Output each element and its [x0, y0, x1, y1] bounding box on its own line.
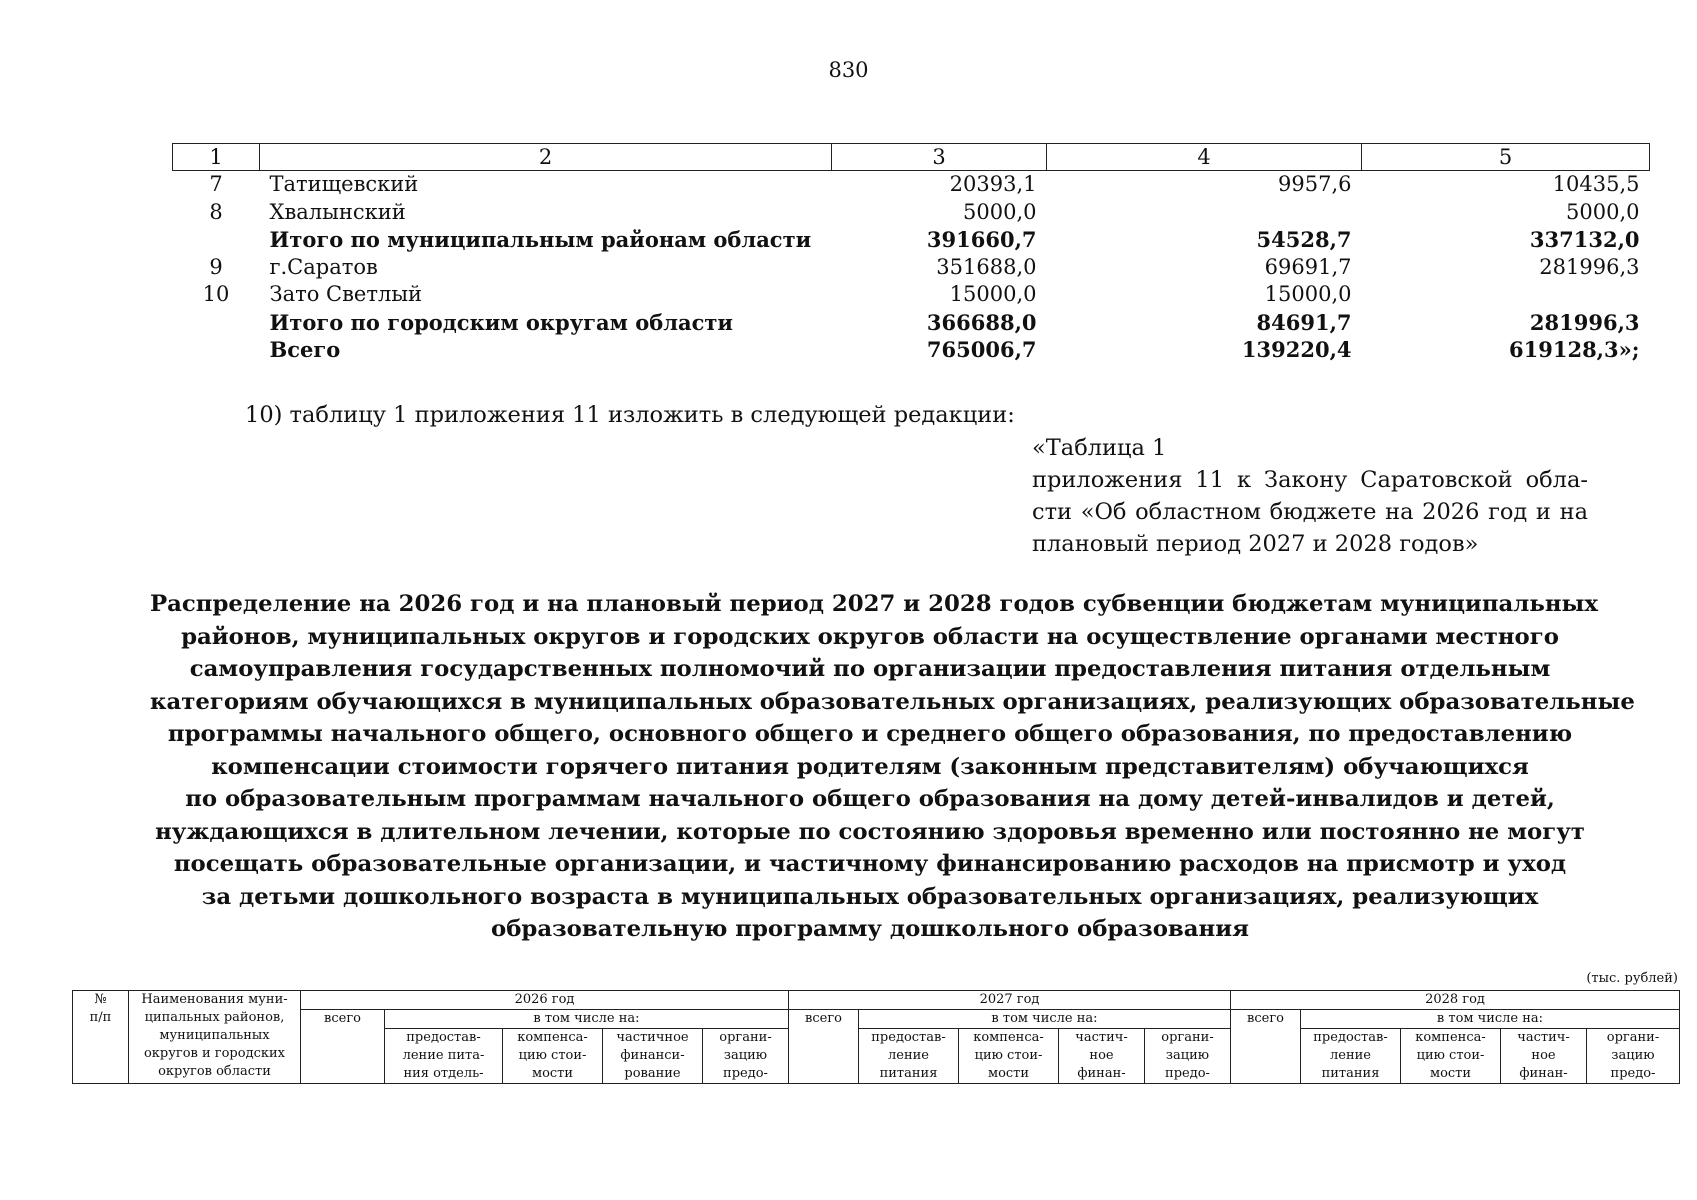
- subheader-2027-col-4: [1145, 1029, 1231, 1084]
- total-2028-header: всего: [1231, 1010, 1301, 1084]
- value-col-3-cell: 391660,7: [926, 227, 1037, 252]
- header-col-2: 2: [260, 144, 832, 171]
- subheader-line: органи-: [1606, 1030, 1660, 1045]
- title-line: образовательную программу дошкольного образования: [491, 916, 1249, 942]
- row-number-cell: [173, 226, 260, 254]
- including-2028-header: в том числе на:: [1301, 1010, 1680, 1029]
- value-col-4-cell: 9957,6: [1278, 172, 1352, 196]
- value-col-5-cell: [1362, 281, 1650, 309]
- annex-caption-line: плановый период 2027 и 2028 годов»: [1032, 531, 1479, 557]
- subheader-line: частич-: [1517, 1030, 1570, 1045]
- subheader-line: финанси-: [620, 1048, 685, 1063]
- header-col-4: 4: [1047, 144, 1362, 171]
- value-col-3-cell: 5000,0: [963, 199, 1037, 224]
- col-name-line: ципальных районов,: [144, 1010, 285, 1025]
- value-col-5-cell: 281996,3: [1539, 254, 1640, 279]
- col-name-line: округов и городских: [143, 1046, 285, 1061]
- value-col-4-cell: 84691,7: [1256, 309, 1352, 335]
- value-col-4-cell: 54528,7: [1256, 227, 1352, 252]
- table-row: [173, 309, 1650, 337]
- row-number-cell: 8: [209, 199, 223, 224]
- subheader-2026-col-2: [503, 1029, 603, 1084]
- annex-caption-line: приложения 11 к Закону Саратовской обла-: [1032, 467, 1588, 493]
- subheader-line: предо-: [1165, 1066, 1210, 1081]
- year-2026-header: 2026 год: [301, 991, 789, 1010]
- title-line: районов, муниципальных округов и городских округов области на осуществление органами местного: [181, 623, 1559, 650]
- col-name-line: округов области: [158, 1064, 271, 1079]
- subheader-2028-col-1: [1301, 1029, 1401, 1084]
- header-col-1: 1: [173, 144, 260, 171]
- subheader-line: ное: [1089, 1048, 1114, 1063]
- value-col-5-cell: 281996,3: [1529, 309, 1640, 335]
- year-2028-header: 2028 год: [1231, 991, 1680, 1010]
- table-row: [173, 171, 1650, 199]
- row-name-cell: Итого по муниципальным районам области: [269, 227, 812, 252]
- subheader-line: ния отдель-: [403, 1066, 484, 1081]
- subheader-line: частичное: [616, 1030, 689, 1045]
- subheader-line: ление пита-: [402, 1048, 485, 1063]
- subheader-2026-col-3: [603, 1029, 703, 1084]
- annex-caption-line: сти «Об областном бюджете на 2026 год и на: [1032, 499, 1588, 525]
- value-col-4-cell: 69691,7: [1264, 254, 1352, 279]
- row-name-cell: Итого по городским округам области: [269, 309, 734, 335]
- title-line: за детьми дошкольного возраста в муниципальных образовательных организациях, реализующих: [201, 883, 1539, 910]
- subheader-line: мости: [1429, 1066, 1472, 1081]
- subheader-2028-col-2: [1401, 1029, 1501, 1084]
- subheader-line: ление: [888, 1048, 929, 1063]
- table-header-row: [173, 144, 1650, 171]
- total-2026-header: всего: [301, 1010, 385, 1084]
- row-name-cell: Татищевский: [269, 172, 419, 196]
- value-col-5-cell: 619128,3»;: [1509, 337, 1640, 362]
- subheader-2027-col-1: [859, 1029, 959, 1084]
- subheader-line: цию стои-: [1416, 1048, 1485, 1063]
- table-row: [173, 254, 1650, 282]
- col-number-line: №: [94, 992, 107, 1007]
- subheader-line: предостав-: [871, 1030, 946, 1045]
- title-line: категориям обучающихся в муниципальных образовательных организациях, реализующих образовательные: [150, 688, 1635, 715]
- value-col-3-cell: 765006,7: [926, 337, 1037, 362]
- value-col-5-cell: 10435,5: [1552, 172, 1640, 196]
- subheader-line: органи-: [719, 1030, 772, 1045]
- subheader-2027-col-2: [959, 1029, 1059, 1084]
- instruction-text: 10) таблицу 1 приложения 11 изложить в следующей редакции:: [245, 402, 1015, 428]
- value-col-5-cell: 337132,0: [1529, 227, 1640, 252]
- title-line: нуждающихся в длительном лечении, которые по состоянию здоровья временно или постоянно не могут: [155, 818, 1585, 845]
- subheader-line: зацию: [1165, 1048, 1210, 1063]
- col-name-header: [129, 991, 301, 1084]
- subheader-2026-col-4: [703, 1029, 789, 1084]
- row-number-cell: 7: [209, 172, 223, 196]
- row-name-cell: Хвалынский: [269, 199, 406, 224]
- subvention-table-header: [72, 990, 1680, 1084]
- subheader-2028-col-3: [1501, 1029, 1587, 1084]
- value-col-4-cell: [1047, 199, 1362, 227]
- subheader-2027-col-3: [1059, 1029, 1145, 1084]
- subheader-line: цию стои-: [974, 1048, 1043, 1063]
- header-col-3: 3: [832, 144, 1047, 171]
- header-col-5: 5: [1362, 144, 1650, 171]
- table-row: [173, 199, 1650, 227]
- table-row: [173, 336, 1650, 364]
- subheader-line: зацию: [723, 1048, 768, 1063]
- subheader-line: мости: [987, 1066, 1030, 1081]
- row-name-cell: Всего: [269, 337, 341, 362]
- subheader-line: органи-: [1161, 1030, 1214, 1045]
- col-number-header: [73, 991, 129, 1084]
- value-col-4-cell: 139220,4: [1241, 337, 1352, 362]
- row-number-cell: [173, 309, 260, 337]
- continuation-table: [172, 143, 1650, 364]
- title-line: самоуправления государственных полномочий по организации предоставления питания отдельным: [189, 656, 1551, 682]
- row-number-cell: [173, 336, 260, 364]
- subheader-line: предостав-: [406, 1030, 481, 1045]
- subheader-line: компенса-: [973, 1030, 1044, 1045]
- value-col-4-cell: 15000,0: [1264, 282, 1352, 306]
- table-row: [173, 281, 1650, 309]
- row-number-cell: 9: [209, 254, 223, 279]
- document-title: [150, 588, 1635, 946]
- subheader-line: зацию: [1611, 1048, 1655, 1063]
- units-label: (тыс. рублей): [1586, 971, 1678, 986]
- total-2027-header: всего: [789, 1010, 859, 1084]
- title-line: программы начального общего, основного общего и среднего общего образования, по предоставлению: [167, 721, 1573, 747]
- subheader-line: финан-: [1519, 1066, 1568, 1081]
- subheader-line: ление: [1330, 1048, 1371, 1063]
- row-number-cell: 10: [202, 282, 230, 306]
- subheader-2028-col-4: [1587, 1029, 1680, 1084]
- col-number-line: п/п: [89, 1010, 112, 1025]
- subheader-line: питания: [1321, 1066, 1380, 1081]
- including-2027-header: в том числе на:: [859, 1010, 1231, 1029]
- subheader-line: питания: [879, 1066, 938, 1081]
- subheader-line: компенса-: [1415, 1030, 1486, 1045]
- subheader-line: предостав-: [1313, 1030, 1388, 1045]
- subheader-line: цию стои-: [518, 1048, 587, 1063]
- row-name-cell: Зато Светлый: [269, 282, 423, 306]
- title-line: посещать образовательные организации, и частичному финансированию расходов на присмотр и уход: [173, 851, 1567, 877]
- subheader-line: ное: [1531, 1048, 1556, 1063]
- subheader-line: предо-: [723, 1066, 768, 1081]
- value-col-5-cell: 5000,0: [1566, 199, 1640, 224]
- subheader-line: рование: [624, 1066, 681, 1081]
- subheader-line: предо-: [1610, 1066, 1656, 1081]
- subheader-line: частич-: [1075, 1030, 1128, 1045]
- including-2026-header: в том числе на:: [385, 1010, 789, 1029]
- value-col-3-cell: 20393,1: [949, 172, 1037, 196]
- annex-caption-line: «Таблица 1: [1032, 435, 1167, 461]
- title-line: по образовательным программам начального общего образования на дому детей-инвалидов и детей,: [185, 786, 1555, 812]
- page-number: 830: [828, 58, 869, 82]
- row-name-cell: г.Саратов: [269, 254, 378, 279]
- title-line: компенсации стоимости горячего питания родителям (законным представителям) обучающихся: [211, 753, 1529, 780]
- annex-caption: [1032, 432, 1588, 560]
- value-col-3-cell: 351688,0: [936, 254, 1037, 279]
- value-col-3-cell: 366688,0: [926, 309, 1037, 335]
- table-row: [173, 226, 1650, 254]
- title-line: Распределение на 2026 год и на плановый период 2027 и 2028 годов субвенции бюджетам муниципальных: [150, 591, 1598, 617]
- subheader-line: мости: [531, 1066, 574, 1081]
- continuation-table-body: [173, 171, 1650, 364]
- subheader-line: компенса-: [517, 1030, 588, 1045]
- subheader-line: финан-: [1077, 1066, 1126, 1081]
- subheader-2026-col-1: [385, 1029, 503, 1084]
- col-name-line: Наименования муни-: [141, 992, 288, 1007]
- value-col-3-cell: 15000,0: [949, 282, 1037, 306]
- col-name-line: муниципальных: [159, 1028, 270, 1043]
- year-2027-header: 2027 год: [789, 991, 1231, 1010]
